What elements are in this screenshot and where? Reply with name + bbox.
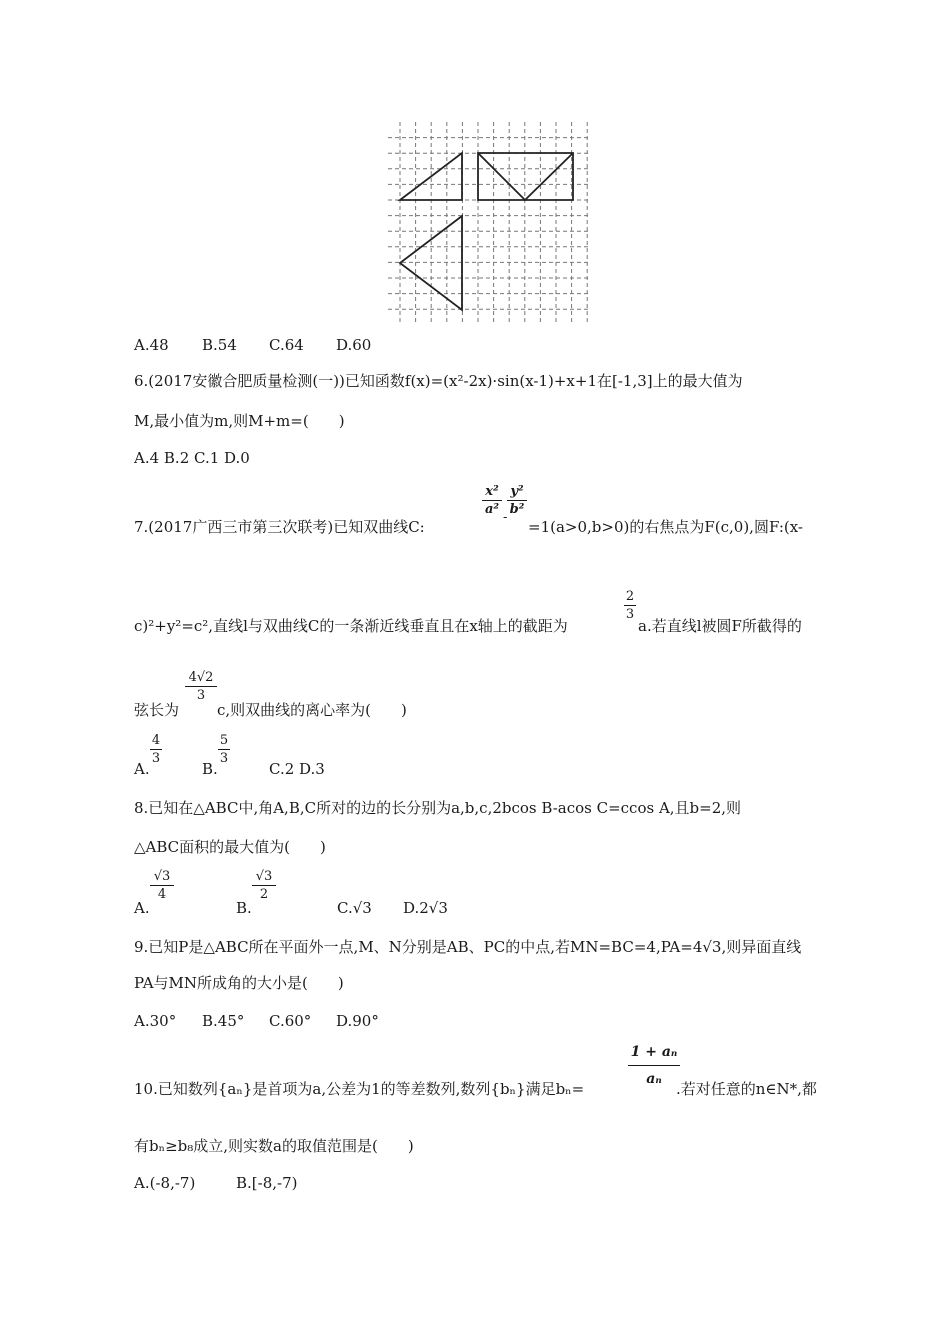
q7-options-c-d: C.2 D.3 <box>269 760 325 778</box>
q7-fraction-4root2-3 <box>185 671 217 702</box>
q10-stem-suffix: .若对任意的n∈N*,都 <box>676 1080 817 1098</box>
q7-frac4-den: 3 <box>196 688 206 703</box>
q8-option-d: D.2√3 <box>403 899 448 917</box>
side-view-v-lines <box>478 153 573 200</box>
q10-option-a: A.(-8,-7) <box>134 1174 196 1192</box>
q7-fraction-y2-b2 <box>507 485 527 516</box>
q7-stem-suffix: =1(a>0,b>0)的右焦点为F(c,0),圆F:(x- <box>528 518 803 536</box>
q7-line3-prefix: 弦长为 <box>134 701 180 719</box>
q8-optB-num: √3 <box>255 869 273 884</box>
fraction-bar <box>252 885 276 886</box>
q7-line2-prefix: c)²+y²=c²,直线l与双曲线C的一条渐近线垂直且在x轴上的截距为 <box>134 617 568 635</box>
q7-optB-den: 3 <box>219 751 229 766</box>
fraction-bar <box>185 686 217 687</box>
q7-frac2-num: y² <box>510 484 524 499</box>
q8-option-a-label: A. <box>134 899 150 917</box>
q7-frac3-den: 3 <box>625 607 635 622</box>
q8-stem-line1: 8.已知在△ABC中,角A,B,C所对的边的长分别为a,b,c,2bcos B-acos C=ccos A,且b=2,则 <box>134 799 742 817</box>
q9-stem-line2: PA与MN所成角的大小是( ) <box>134 974 344 992</box>
q8-option-a-fraction <box>150 870 174 901</box>
q7-optA-den: 3 <box>151 751 161 766</box>
q8-option-c: C.√3 <box>337 899 372 917</box>
fraction-bar <box>150 885 174 886</box>
fraction-bar <box>624 605 636 606</box>
q7-stem-prefix: 7.(2017广西三市第三次联考)已知双曲线C: <box>134 518 425 536</box>
q7-minus: - <box>503 510 508 525</box>
q10-frac-num: 1 + aₙ <box>630 1044 678 1060</box>
q10-frac-den: aₙ <box>646 1071 662 1087</box>
q8-optA-den: 4 <box>157 887 167 902</box>
q10-stem-line2: 有bₙ≥b₈成立,则实数a的取值范围是( ) <box>134 1137 414 1155</box>
fraction-bar <box>482 500 502 501</box>
q7-frac3-num: 2 <box>625 589 635 604</box>
q7-fraction-2-3 <box>624 590 636 621</box>
q7-frac4-num: 4√2 <box>188 670 214 685</box>
q10-option-b: B.[-8,-7) <box>236 1174 298 1192</box>
q8-option-b-fraction <box>252 870 276 901</box>
fraction-bar <box>218 749 230 750</box>
q7-line2-suffix: a.若直线l被圆F所截得的 <box>638 617 802 635</box>
q8-option-b-label: B. <box>236 899 252 917</box>
q7-line3-suffix: c,则双曲线的离心率为( ) <box>217 701 407 719</box>
q7-option-a-label: A. <box>134 760 150 778</box>
q7-fraction-x2-a2 <box>482 485 502 516</box>
q6-options: A.4 B.2 C.1 D.0 <box>134 449 250 467</box>
q6-stem-line2: M,最小值为m,则M+m=( ) <box>134 412 345 430</box>
q10-stem-prefix: 10.已知数列{aₙ}是首项为a,公差为1的等差数列,数列{bₙ}满足bₙ= <box>134 1080 585 1098</box>
grid-lines <box>388 122 588 322</box>
q7-frac2-den: b² <box>509 502 525 517</box>
side-view-shape <box>478 153 573 200</box>
q8-stem-line2: △ABC面积的最大值为( ) <box>134 838 326 856</box>
q7-option-b-label: B. <box>202 760 218 778</box>
q9-option-d: D.90° <box>336 1012 379 1030</box>
q10-fraction <box>628 1045 680 1086</box>
q9-option-c: C.60° <box>269 1012 312 1030</box>
q7-frac1-num: x² <box>485 484 499 499</box>
three-view-figure <box>388 122 588 322</box>
fraction-bar <box>507 500 527 501</box>
q9-option-b: B.45° <box>202 1012 245 1030</box>
q7-option-b-fraction <box>218 734 230 765</box>
q7-frac1-den: a² <box>484 502 500 517</box>
q7-option-a-fraction <box>150 734 162 765</box>
q6-stem-line1: 6.(2017安徽合肥质量检测(一))已知函数f(x)=(x²-2x)·sin(x-1)+x+1在[-1,3]上的最大值为 <box>134 372 743 390</box>
q8-optA-num: √3 <box>153 869 171 884</box>
q9-stem-line1: 9.已知P是△ABC所在平面外一点,M、N分别是AB、PC的中点,若MN=BC=4,PA=4√3,则异面直线 <box>134 938 802 956</box>
q5-option-c: C.64 <box>269 336 304 354</box>
q7-optB-num: 5 <box>219 733 229 748</box>
q7-optA-num: 4 <box>151 733 161 748</box>
q5-option-a: A.48 <box>134 336 169 354</box>
q8-optB-den: 2 <box>259 887 269 902</box>
q9-option-a: A.30° <box>134 1012 177 1030</box>
q5-option-d: D.60 <box>336 336 372 354</box>
q5-option-b: B.54 <box>202 336 237 354</box>
fraction-bar <box>150 749 162 750</box>
fraction-bar <box>628 1065 680 1066</box>
